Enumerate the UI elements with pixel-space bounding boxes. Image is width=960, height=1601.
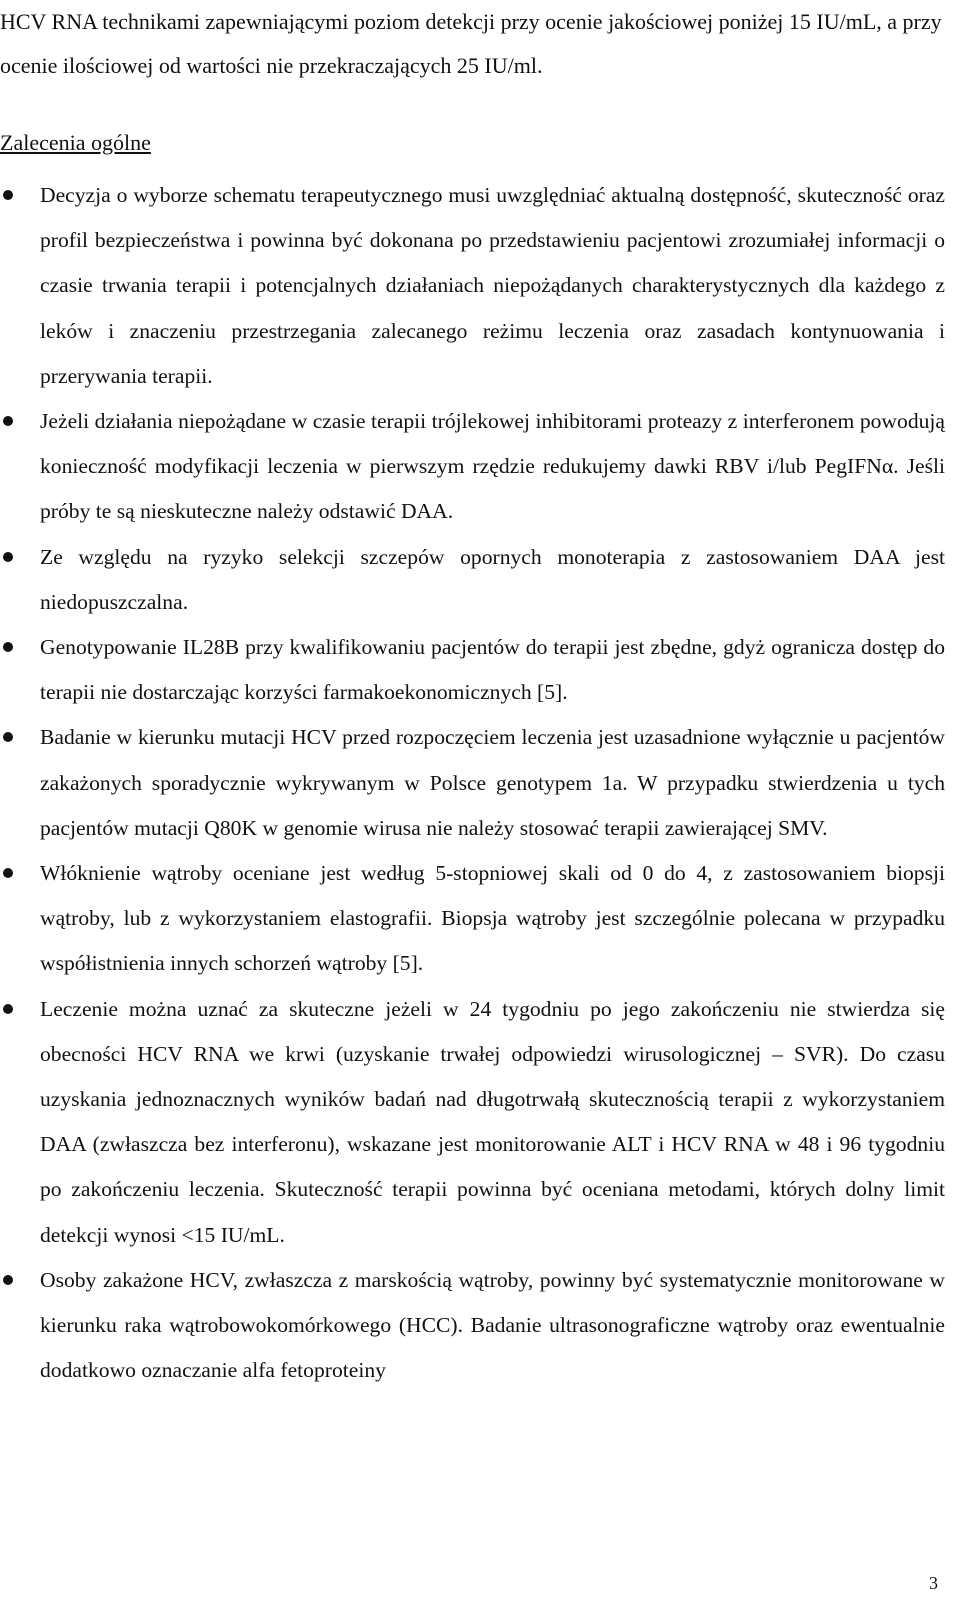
list-item bbox=[0, 851, 945, 987]
bullet-dot-icon bbox=[3, 1275, 13, 1285]
list-item-text: Leczenie można uznać za skuteczne jeżeli w 24 tygodniu po jego zakończeniu nie stwierdza się obecności HCV RNA we krwi (uzyskanie trwałej odpowiedzi wirusologicznej – SVR). Do czasu uzyskania jednoznacznych wyników badań nad długotrwałą skutecznością terapii z wykorzystaniem DAA (zwłaszcza bez interferonu), wskazane jest monitorowanie ALT i HCV RNA w 48 i 96 tygodniu po zakończeniu leczenia. Skuteczność terapii powinna być oceniana metodami, których dolny limit detekcji wynosi <15 IU/mL. bbox=[40, 996, 945, 1247]
list-item bbox=[0, 399, 945, 535]
bullet-dot-icon bbox=[3, 552, 13, 562]
list-item-text: Włóknienie wątroby oceniane jest według 5-stopniowej skali od 0 do 4, z zastosowaniem biopsji wątroby, lub z wykorzystaniem elastografii. Biopsja wątroby jest szczególnie polecana w przypadku współistnienia innych schorzeń wątroby [5]. bbox=[40, 861, 945, 976]
bullet-dot-icon bbox=[3, 868, 13, 878]
list-item bbox=[0, 1258, 945, 1394]
section-heading: Zalecenia ogólne bbox=[0, 130, 151, 155]
bullet-dot-icon bbox=[3, 732, 13, 742]
page-number: 3 bbox=[929, 1573, 938, 1593]
bullet-dot-icon bbox=[3, 642, 13, 652]
bullet-dot-icon bbox=[3, 190, 13, 200]
list-item-text: Osoby zakażone HCV, zwłaszcza z marskością wątroby, powinny być systematycznie monitorowane w kierunku raka wątrobowokomórkowego (HCC). Badanie ultrasonograficzne wątroby oraz ewentualnie dodatkowo oznaczanie alfa fetoproteiny bbox=[40, 1267, 945, 1383]
list-item bbox=[0, 535, 945, 625]
list-item bbox=[0, 625, 945, 715]
list-item-text: Jeżeli działania niepożądane w czasie terapii trójlekowej inhibitorami proteazy z interferonem powodują konieczność modyfikacji leczenia w pierwszym rzędzie redukujemy dawki RBV i/lub PegIFNα. Jeśli próby te są nieskuteczne należy odstawić DAA. bbox=[40, 409, 945, 524]
bullet-dot-icon bbox=[3, 1004, 13, 1014]
list-item bbox=[0, 715, 945, 851]
intro-paragraph: HCV RNA technikami zapewniającymi poziom detekcji przy ocenie jakościowej poniżej 15 IU/mL, a przy ocenie ilościowej od wartości nie przekraczających 25 IU/ml. bbox=[0, 9, 942, 78]
list-item bbox=[0, 173, 945, 399]
list-item bbox=[0, 987, 945, 1258]
recommendations-list bbox=[0, 173, 945, 1393]
list-item-text: Ze względu na ryzyko selekcji szczepów opornych monoterapia z zastosowaniem DAA jest niedopuszczalna. bbox=[40, 544, 945, 614]
bullet-dot-icon bbox=[3, 416, 13, 426]
list-item-text: Genotypowanie IL28B przy kwalifikowaniu pacjentów do terapii jest zbędne, gdyż ogranicza dostęp do terapii nie dostarczając korzyści farmakoekonomicznych [5]. bbox=[40, 635, 945, 705]
list-item-text: Badanie w kierunku mutacji HCV przed rozpoczęciem leczenia jest uzasadnione wyłącznie u pacjentów zakażonych sporadycznie wykrywanym w Polsce genotypem 1a. W przypadku stwierdzenia u tych pacjentów mutacji Q80K w genomie wirusa nie należy stosować terapii zawierającej SMV. bbox=[40, 725, 945, 840]
list-item-text: Decyzja o wyborze schematu terapeutycznego musi uwzględniać aktualną dostępność, skuteczność oraz profil bezpieczeństwa i powinna być dokonana po przedstawieniu pacjentowi zrozumiałej informacji o czasie trwania terapii i potencjalnych działaniach niepożądanych charakterystycznych dla każdego z leków i znaczeniu przestrzegania zalecanego reżimu leczenia oraz zasadach kontynuowania i przerywania terapii. bbox=[40, 183, 945, 388]
